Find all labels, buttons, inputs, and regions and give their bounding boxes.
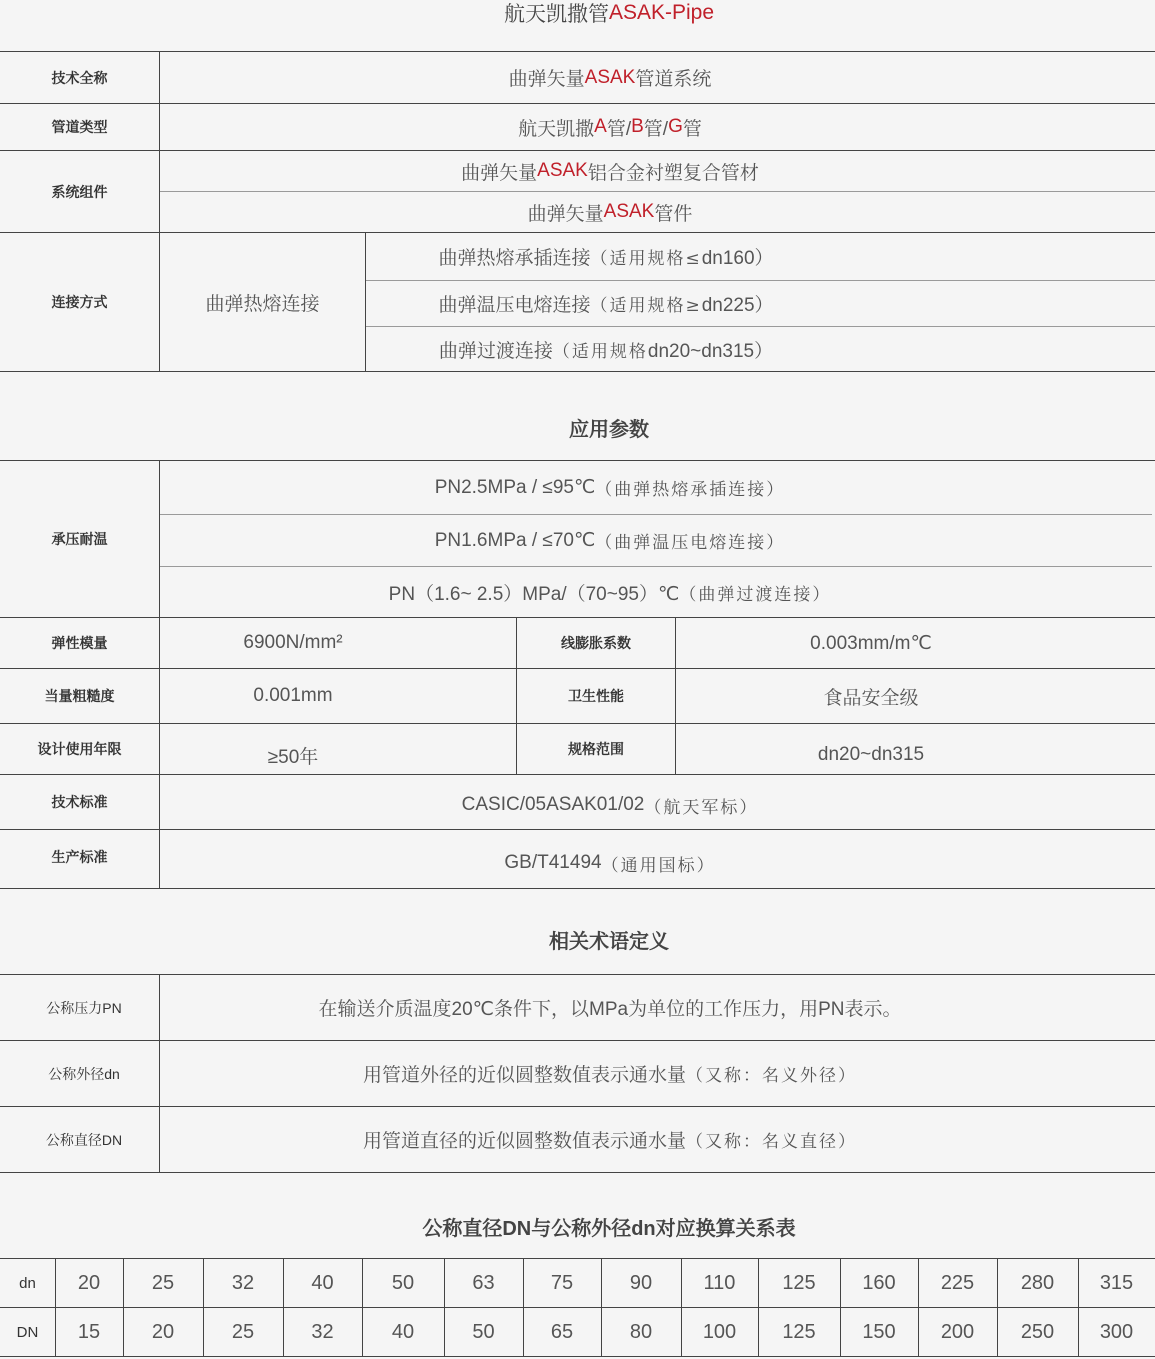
label-expansion-coef: 线膨胀系数	[561, 635, 631, 651]
title-suffix: ASAK-Pipe	[608, 1, 715, 24]
prod-standard-value	[160, 836, 1060, 890]
component-pipe	[160, 151, 1060, 191]
table-cell: 20	[151, 1320, 175, 1343]
text-part: 曲弹热熔承插连接	[438, 248, 591, 269]
section-heading-terms: 相关术语定义	[549, 930, 669, 953]
table-cell: 40	[311, 1271, 334, 1294]
pressure-item-2	[160, 515, 1060, 566]
pressure-item-3	[160, 567, 1060, 617]
text-part: 管道系统	[635, 69, 712, 90]
text-part: 在输送介质温度20℃条件下，以MPa为单位的工作压力，用PN表示。	[318, 999, 902, 1020]
text-part: 用管道外径的近似圆整数值表示通水量	[362, 1065, 686, 1086]
label-nominal-pressure: 公称压力PN	[46, 999, 122, 1016]
paren-text: （通用国标）	[601, 855, 716, 876]
label-nominal-dia: 公称直径DN	[45, 1131, 123, 1148]
label-pipe-type: 管道类型	[51, 119, 108, 135]
brand-text: ASAK	[584, 66, 636, 88]
elastic-modulus-value: 6900N/mm²	[243, 632, 343, 653]
text-part: PN2.5MPa / ≤95℃	[434, 477, 596, 498]
table-cell: 100	[702, 1320, 737, 1343]
text-part: 管	[682, 118, 702, 140]
paren-text: （适用规格≤	[590, 249, 702, 269]
paren-text: （曲弹温压电熔连接）	[595, 533, 786, 553]
service-life-value: ≥50年	[267, 746, 319, 768]
label-tech-standard: 技术标准	[51, 794, 108, 810]
label-nominal-outer-dia: 公称外径dn	[48, 1065, 120, 1082]
paren-text: （适用规格	[552, 341, 648, 362]
label-pressure-temp: 承压耐温	[51, 531, 108, 547]
table-cell: 225	[940, 1271, 975, 1294]
table-cell: 63	[472, 1271, 495, 1294]
roughness-value: 0.001mm	[253, 685, 333, 706]
text-part: 管件	[654, 203, 693, 225]
pipe-type-value	[160, 104, 1060, 150]
component-fitting	[160, 192, 1060, 232]
text-part: 曲弹温压电熔连接	[438, 295, 591, 316]
expansion-coef-value: 0.003mm/m℃	[810, 632, 932, 654]
label-roughness: 当量粗糙度	[44, 688, 115, 704]
table-cell: 150	[862, 1320, 896, 1343]
paren-text: （又称：名义直径）	[686, 1132, 857, 1152]
table-cell: 25	[151, 1271, 175, 1294]
table-cell: 65	[550, 1320, 574, 1343]
row-label-dn: DN	[16, 1323, 39, 1341]
table-cell: 15	[77, 1320, 101, 1343]
hygiene-value: 食品安全级	[823, 687, 919, 709]
page-title	[0, 0, 1155, 26]
table-cell: 20	[77, 1271, 101, 1294]
paren-text: （曲弹热熔承插连接）	[595, 480, 786, 500]
paren-text: （航天军标）	[644, 797, 759, 818]
text-part: CASIC/05ASAK01/02	[461, 794, 645, 815]
pipe-code-g: G	[668, 116, 683, 137]
section-heading-params: 应用参数	[569, 418, 649, 441]
text-part: dn20~dn315）	[647, 340, 774, 362]
pipe-code-b: B	[631, 116, 644, 137]
connection-item-1	[366, 233, 846, 280]
section-heading-conversion: 公称直径DN与公称外径dn对应换算关系表	[422, 1217, 796, 1240]
text-part: 用管道直径的近似圆整数值表示通水量	[362, 1131, 686, 1152]
text-part: dn160）	[701, 248, 774, 269]
nominal-outer-dia-def	[160, 1041, 1060, 1106]
text-part: 曲弹矢量	[508, 69, 585, 90]
row-label-dn: dn	[19, 1274, 36, 1292]
table-cell: 200	[940, 1320, 975, 1343]
text-part: 管/	[643, 118, 669, 140]
text-part: dn225）	[701, 295, 774, 316]
text-part: PN1.6MPa / ≤70℃	[434, 530, 596, 551]
table-cell: 280	[1020, 1271, 1055, 1294]
table-cell: 250	[1020, 1320, 1055, 1343]
table-cell: 90	[629, 1271, 653, 1294]
label-hygiene: 卫生性能	[568, 688, 624, 704]
table-cell: 50	[472, 1320, 495, 1343]
title-prefix: 航天凯撒管	[503, 3, 609, 26]
label-elastic-modulus: 弹性模量	[51, 635, 108, 651]
table-cell: 32	[311, 1320, 334, 1343]
pressure-item-1	[160, 461, 1060, 514]
table-cell: 125	[782, 1271, 816, 1294]
nominal-dia-def	[160, 1107, 1060, 1172]
text-part: 曲弹矢量	[527, 203, 604, 225]
paren-text: （又称：名义外径）	[686, 1066, 857, 1086]
pipe-code-a: A	[594, 116, 607, 137]
paren-text: （曲弹过渡连接）	[679, 584, 832, 605]
text-part: 铝合金衬塑复合管材	[587, 162, 759, 184]
connection-item-2	[366, 281, 846, 326]
label-spec-range: 规格范围	[568, 741, 624, 757]
text-part: 航天凯撒	[518, 118, 595, 140]
table-cell: 125	[782, 1320, 816, 1343]
table-cell: 50	[391, 1271, 415, 1294]
text-part: GB/T41494	[504, 852, 602, 873]
text-part: 曲弹过渡连接	[438, 340, 553, 362]
brand-text: ASAK	[537, 160, 588, 181]
table-cell: 300	[1099, 1320, 1134, 1343]
label-service-life: 设计使用年限	[37, 741, 122, 757]
table-cell: 25	[231, 1320, 255, 1343]
brand-text: ASAK	[603, 201, 655, 222]
table-cell: 75	[550, 1271, 574, 1294]
label-prod-standard: 生产标准	[51, 849, 108, 865]
label-connection: 连接方式	[51, 294, 108, 310]
table-cell: 40	[391, 1320, 415, 1343]
text-part: 曲弹矢量	[461, 162, 538, 184]
table-cell: 110	[703, 1271, 736, 1294]
table-cell: 80	[629, 1320, 653, 1343]
spec-range-value: dn20~dn315	[817, 744, 925, 765]
label-tech-name: 技术全称	[51, 69, 108, 86]
table-cell: 315	[1099, 1271, 1134, 1294]
text-part: PN（1.6~ 2.5）MPa/（70~95）℃	[388, 583, 680, 605]
nominal-pressure-def	[160, 975, 1060, 1040]
table-cell: 32	[231, 1271, 255, 1294]
connection-method: 曲弹热熔连接	[205, 293, 320, 315]
table-cell: 160	[862, 1271, 896, 1294]
tech-name-value	[160, 52, 1060, 103]
label-components: 系统组件	[51, 183, 108, 200]
paren-text: （适用规格≥	[590, 296, 702, 316]
tech-standard-value	[160, 778, 1060, 832]
connection-item-3	[366, 327, 846, 371]
text-part: 管/	[606, 118, 632, 140]
